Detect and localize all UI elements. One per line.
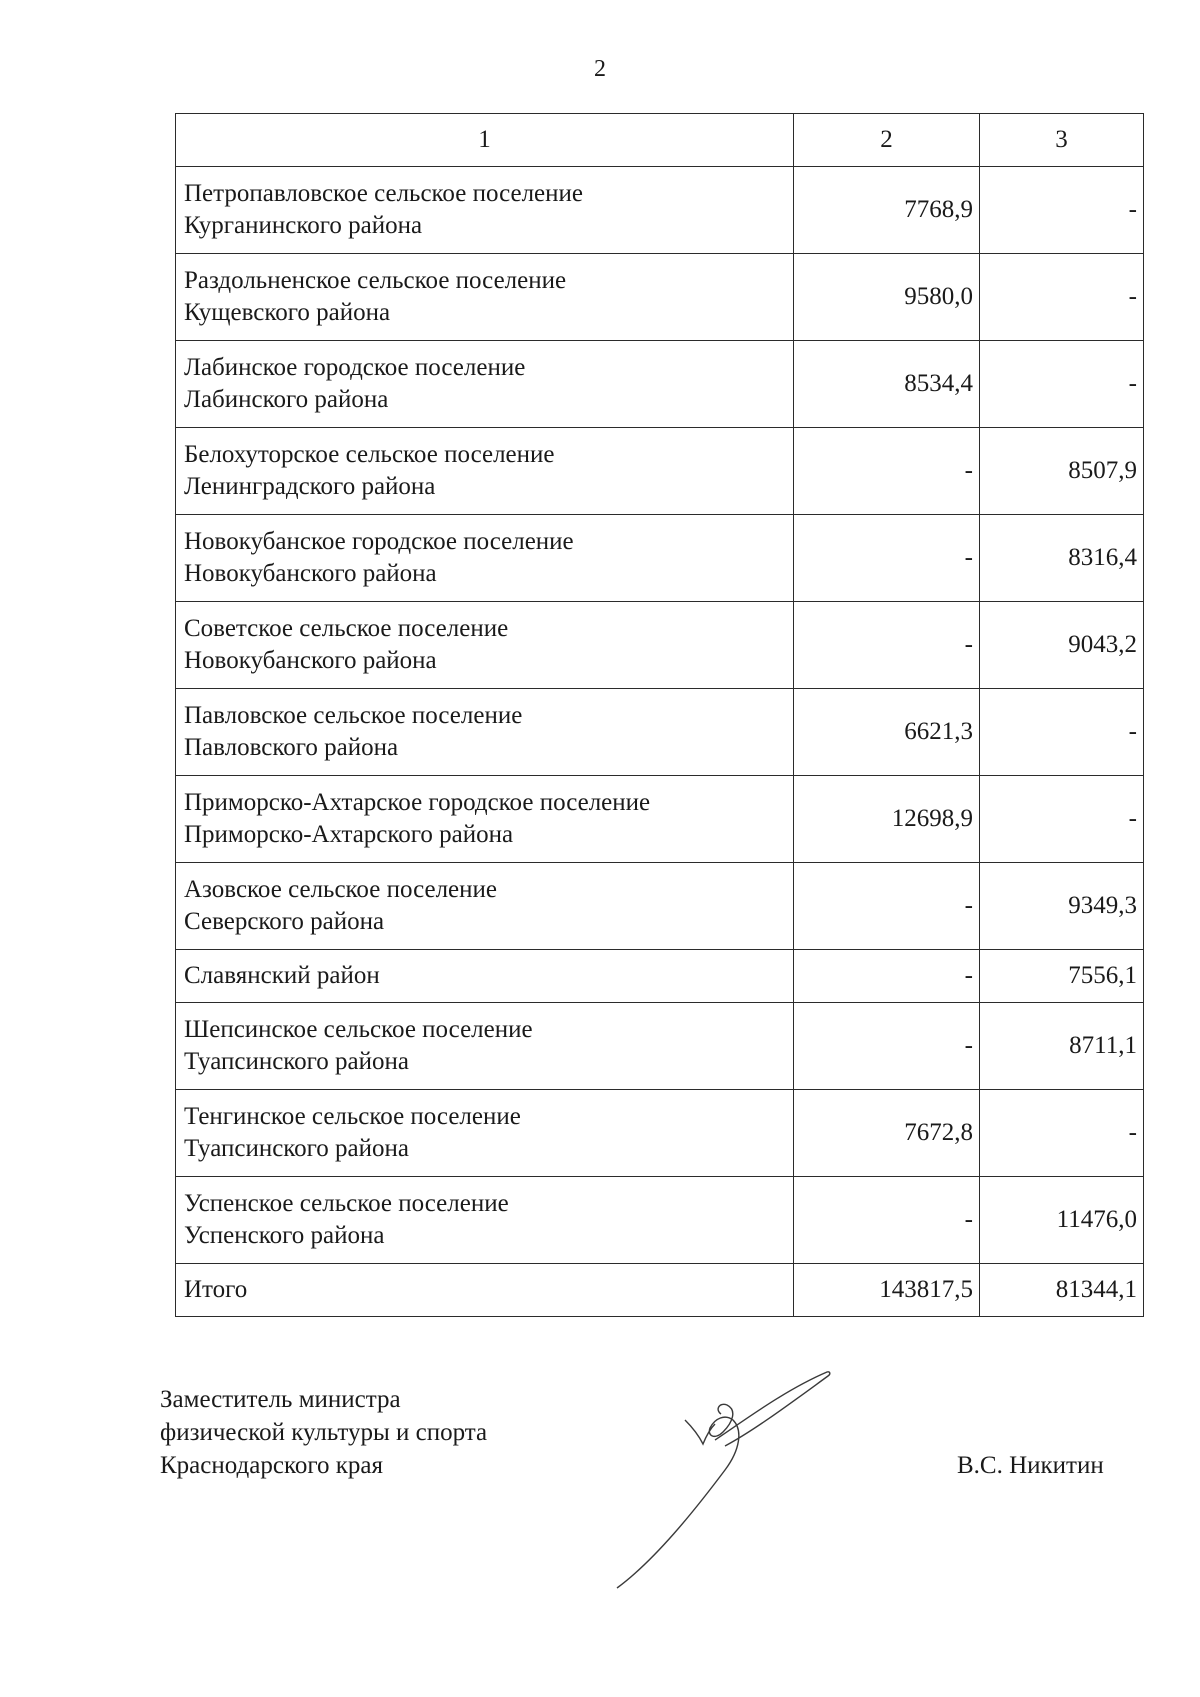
- total-value-col2: 143817,5: [794, 1264, 980, 1317]
- page-number: 2: [594, 56, 606, 82]
- value-cell-col2: -: [794, 515, 980, 602]
- value-cell-col3: 8507,9: [980, 428, 1144, 515]
- settlement-name-line-1: Шепсинское сельское поселение: [184, 1016, 533, 1043]
- settlement-name-cell: [176, 1003, 794, 1090]
- table-row: [176, 515, 1144, 602]
- total-value-col3: 81344,1: [980, 1264, 1144, 1317]
- settlement-name-cell: [176, 950, 794, 1003]
- settlement-name-line-2: Ленинградского района: [184, 473, 436, 500]
- value-cell-col2: -: [794, 1003, 980, 1090]
- value-cell-col2: -: [794, 1177, 980, 1264]
- settlement-name-line-2: Курганинского района: [184, 212, 423, 239]
- settlement-name-cell: [176, 776, 794, 863]
- table-body: [176, 167, 1144, 1317]
- column-header-2: 2: [794, 114, 980, 167]
- settlement-name-line-2: Туапсинского района: [184, 1135, 409, 1162]
- settlement-name-cell: [176, 1177, 794, 1264]
- settlement-name-cell: [176, 689, 794, 776]
- table-row: [176, 428, 1144, 515]
- settlement-name-line-2: Новокубанского района: [184, 647, 437, 674]
- total-row: [176, 1264, 1144, 1317]
- value-cell-col3: -: [980, 254, 1144, 341]
- settlement-name-line-2: Северского района: [184, 908, 385, 935]
- table-header-row: [176, 114, 1144, 167]
- allocation-table: [175, 113, 1144, 1317]
- signatory-name: В.С. Никитин: [957, 1452, 1104, 1479]
- settlement-name-cell: [176, 167, 794, 254]
- settlement-name-line-2: Лабинского района: [184, 386, 389, 413]
- settlement-name-line-1: Азовское сельское поселение: [184, 876, 497, 903]
- table-row: [176, 950, 1144, 1003]
- value-cell-col3: 8711,1: [980, 1003, 1144, 1090]
- table-row: [176, 863, 1144, 950]
- value-cell-col2: 9580,0: [794, 254, 980, 341]
- settlement-name-line-2: Успенского района: [184, 1222, 385, 1249]
- table-row: [176, 1090, 1144, 1177]
- settlement-name-line-1: Павловское сельское поселение: [184, 702, 523, 729]
- value-cell-col2: 6621,3: [794, 689, 980, 776]
- value-cell-col3: 8316,4: [980, 515, 1144, 602]
- column-header-3: 3: [980, 114, 1144, 167]
- settlement-name-cell: [176, 863, 794, 950]
- value-cell-col2: -: [794, 428, 980, 515]
- table-row: [176, 602, 1144, 689]
- value-cell-col3: -: [980, 167, 1144, 254]
- value-cell-col2: 8534,4: [794, 341, 980, 428]
- value-cell-col2: -: [794, 950, 980, 1003]
- table-row: [176, 341, 1144, 428]
- settlement-name-cell: [176, 1090, 794, 1177]
- value-cell-col3: -: [980, 689, 1144, 776]
- settlement-name-line-1: Приморско-Ахтарское городское поселение: [184, 789, 651, 816]
- settlement-name-line-2: Новокубанского района: [184, 560, 437, 587]
- value-cell-col3: 9349,3: [980, 863, 1144, 950]
- settlement-name-line-2: Туапсинского района: [184, 1048, 409, 1075]
- table-row: [176, 1177, 1144, 1264]
- settlement-name-line-1: Раздольненское сельское поселение: [184, 267, 567, 294]
- settlement-name-cell: [176, 515, 794, 602]
- position-line-1: Заместитель министра: [160, 1386, 401, 1413]
- value-cell-col3: 9043,2: [980, 602, 1144, 689]
- settlement-name-cell: [176, 254, 794, 341]
- value-cell-col2: -: [794, 863, 980, 950]
- settlement-name-line-1: Советское сельское поселение: [184, 615, 509, 642]
- value-cell-col3: -: [980, 341, 1144, 428]
- table-row: [176, 254, 1144, 341]
- value-cell-col2: 7672,8: [794, 1090, 980, 1177]
- table-row: [176, 1003, 1144, 1090]
- table-row: [176, 689, 1144, 776]
- table-row: [176, 167, 1144, 254]
- position-line-2: физической культуры и спорта: [160, 1419, 488, 1446]
- position-line-3: Краснодарского края: [160, 1452, 383, 1479]
- settlement-name-line-2: Павловского района: [184, 734, 399, 761]
- total-label-cell: Итого: [176, 1264, 794, 1317]
- settlement-name-line-1: Белохуторское сельское поселение: [184, 441, 555, 468]
- settlement-name-line-2: Кущевского района: [184, 299, 391, 326]
- settlement-name-line-1: Петропавловское сельское поселение: [184, 180, 584, 207]
- handwritten-signature: [615, 1370, 845, 1590]
- settlement-name-line-1: Новокубанское городское поселение: [184, 528, 574, 555]
- value-cell-col2: 12698,9: [794, 776, 980, 863]
- settlement-name-line-1: Славянский район: [184, 962, 380, 989]
- settlement-name-line-1: Успенское сельское поселение: [184, 1190, 509, 1217]
- value-cell-col2: -: [794, 602, 980, 689]
- value-cell-col3: 7556,1: [980, 950, 1144, 1003]
- settlement-name-cell: [176, 428, 794, 515]
- value-cell-col3: -: [980, 776, 1144, 863]
- settlement-name-line-1: Лабинское городское поселение: [184, 354, 526, 381]
- settlement-name-line-2: Приморско-Ахтарского района: [184, 821, 514, 848]
- settlement-name-cell: [176, 341, 794, 428]
- value-cell-col3: 11476,0: [980, 1177, 1144, 1264]
- value-cell-col2: 7768,9: [794, 167, 980, 254]
- signatory-position: [160, 1383, 487, 1482]
- table-row: [176, 776, 1144, 863]
- settlement-name-line-1: Тенгинское сельское поселение: [184, 1103, 521, 1130]
- settlement-name-cell: [176, 602, 794, 689]
- column-header-1: 1: [176, 114, 794, 167]
- value-cell-col3: -: [980, 1090, 1144, 1177]
